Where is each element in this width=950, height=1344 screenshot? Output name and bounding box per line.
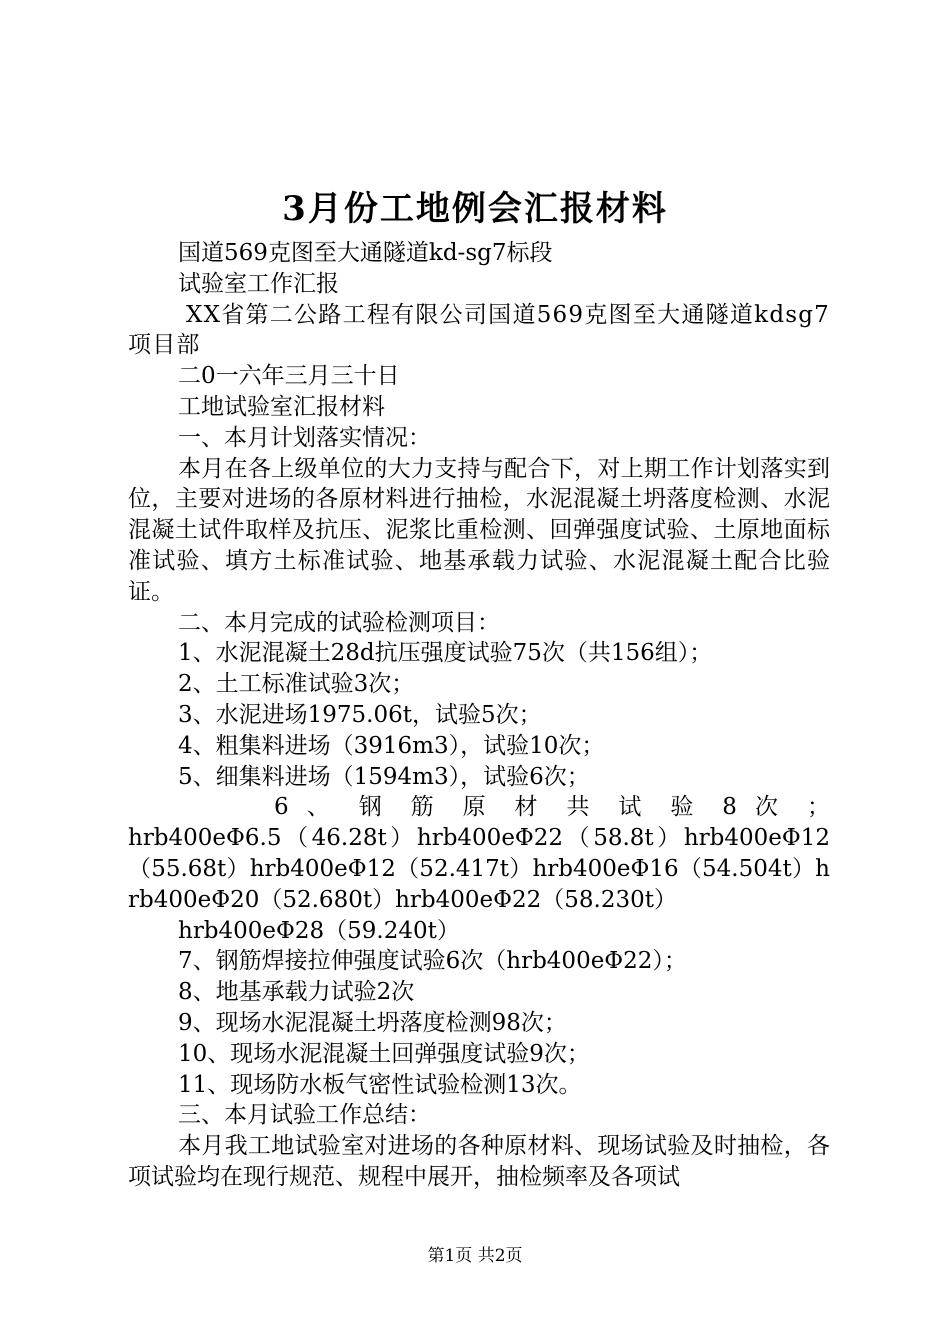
heading-completed-tests: 二、本月完成的试验检测项目： [178, 609, 500, 636]
list-item-6-head: 6 、 钢 筋 原 材 共 试 验 8 次 ； [274, 794, 830, 821]
list-item-7: 7、钢筋焊接拉伸强度试验6次（hrb400eΦ22）； [178, 948, 687, 975]
paragraph-plan-status: 本月在各上级单位的大力支持与配合下，对上期工作计划落实到位，主要对进场的各原材料进行抽检，水泥混凝土坍落度检测、水泥混凝土试件取样及抗压、泥浆比重检测、回弹强度试验、土原地面标准试验、填方土标准试验、地基承载力试验、水泥混凝土配合比验证。 [128, 455, 830, 605]
list-item-9: 9、现场水泥混凝土坍落度检测98次； [178, 1009, 567, 1036]
list-item-8: 8、地基承载力试验2次 [178, 979, 415, 1006]
heading-plan-status: 一、本月计划落实情况： [178, 424, 431, 451]
section-subtitle: 国道569克图至大通隧道kd-sg7标段 [178, 240, 553, 266]
list-item-10: 10、现场水泥混凝土回弹强度试验9次； [178, 1040, 590, 1067]
document-body [128, 238, 830, 1193]
report-name: 试验室工作汇报 [178, 270, 339, 297]
list-item-3: 3、水泥进场1975.06t，试验5次； [178, 701, 542, 728]
list-item-5: 5、细集料进场（1594m3），试验6次； [178, 763, 590, 790]
material-heading: 工地试验室汇报材料 [178, 393, 385, 420]
list-item-11: 11、现场防水板气密性试验检测13次。 [178, 1071, 582, 1098]
list-item-6-detail: hrb400eΦ6.5（46.28t）hrb400eΦ22（58.8t）hrb400eΦ12（55.68t）hrb400eΦ12（52.417t）hrb400eΦ16（54.504t）hrb400eΦ20（52.680t）hrb400eΦ22（58.230t） [128, 825, 830, 913]
company-name: XX省第二公路工程有限公司国道569克图至大通隧道kdsg7项目部 [128, 301, 830, 359]
list-item-6-tail: hrb400eΦ28（59.240t） [178, 917, 460, 944]
list-item-4: 4、粗集料进场（3916m3），试验10次； [178, 732, 605, 759]
list-item-2: 2、土工标准试验3次； [178, 671, 415, 698]
list-item-1: 1、水泥混凝土28d抗压强度试验75次（共156组）； [178, 640, 713, 667]
heading-summary: 三、本月试验工作总结： [178, 1102, 431, 1129]
paragraph-summary: 本月我工地试验室对进场的各种原材料、现场试验及时抽检，各项试验均在现行规范、规程中展开，抽检频率及各项试 [128, 1133, 830, 1190]
report-date: 二0一六年三月三十日 [178, 363, 400, 390]
document-title: 3月份工地例会汇报材料 [282, 189, 668, 229]
page-number: 第1页 共2页 [427, 1246, 523, 1266]
